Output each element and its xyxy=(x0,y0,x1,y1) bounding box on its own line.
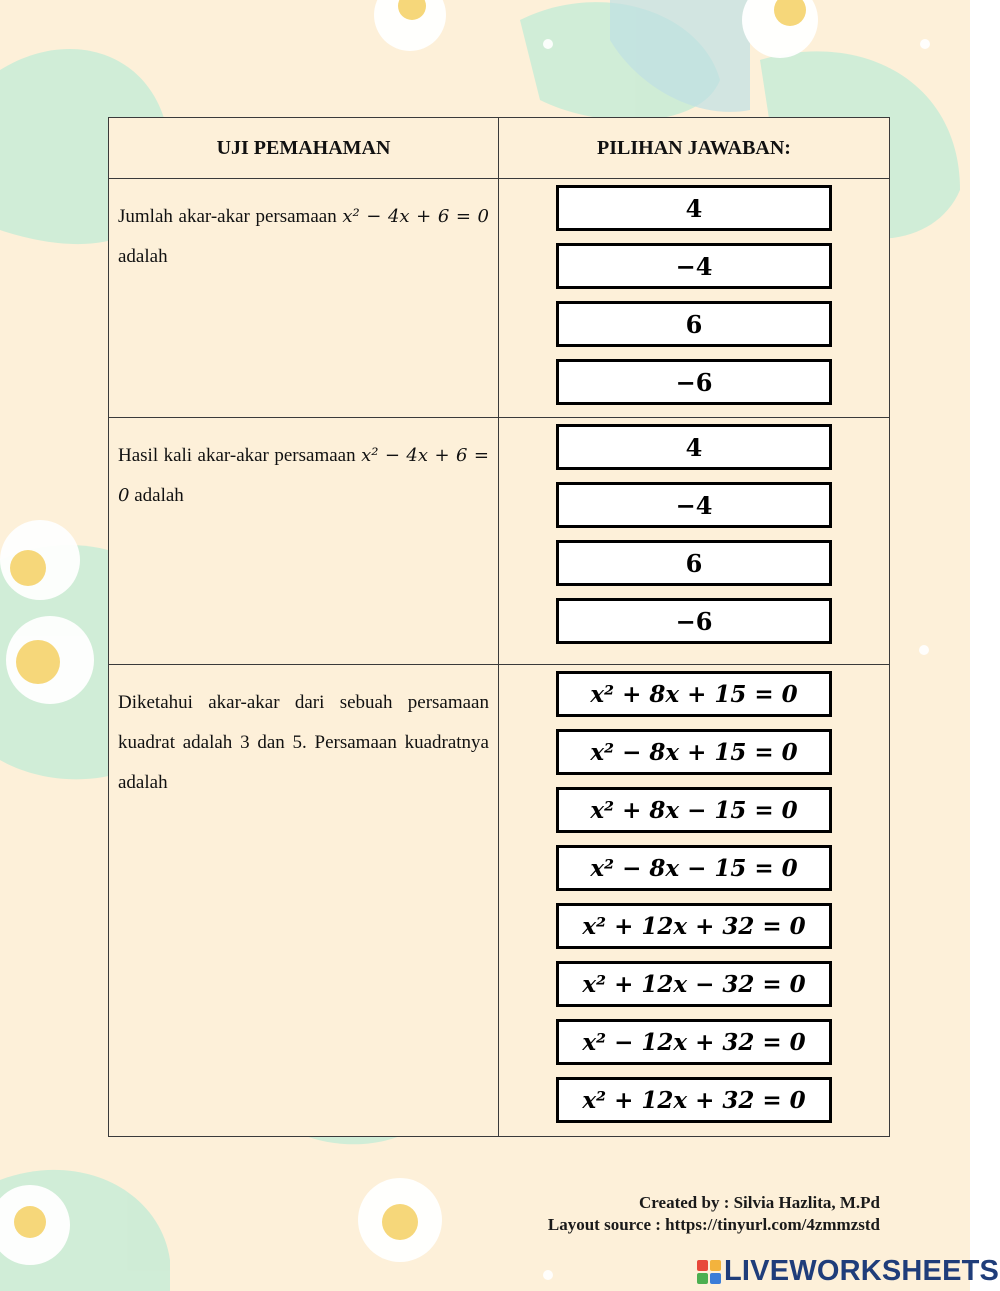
answer-option[interactable]: x² − 8x − 15 = 0 xyxy=(556,845,832,891)
answer-option[interactable]: 4 xyxy=(556,424,832,470)
liveworksheets-logo-icon xyxy=(697,1260,721,1284)
question-2-equation: x² − 4x + 6 = 0 xyxy=(118,445,489,506)
answer-cell-3 xyxy=(499,665,890,1137)
answer-option[interactable]: −4 xyxy=(556,243,832,289)
question-cell-2 xyxy=(109,418,499,665)
question-cell-3 xyxy=(109,665,499,1137)
liveworksheets-logo[interactable] xyxy=(697,1255,999,1288)
answer-option[interactable]: −4 xyxy=(556,482,832,528)
question-row-1 xyxy=(109,179,890,418)
question-text-3: Diketahui akar-akar dari sebuah persamaan kuadrat adalah 3 dan 5. Persamaan kuadratnya adalah xyxy=(118,692,489,793)
question-text-2 xyxy=(109,418,498,516)
answer-cell-2 xyxy=(499,418,890,665)
quiz-table xyxy=(108,117,890,1137)
answer-cell-1 xyxy=(499,179,890,418)
question-row-3 xyxy=(109,665,890,1137)
liveworksheets-logo-text: LIVEWORKSHEETS xyxy=(724,1255,1000,1287)
answer-option[interactable]: x² − 12x + 32 = 0 xyxy=(556,1019,832,1065)
question-1-text-b: adalah xyxy=(118,246,168,267)
answer-option[interactable]: x² + 8x + 15 = 0 xyxy=(556,671,832,717)
answer-option[interactable]: x² − 8x + 15 = 0 xyxy=(556,729,832,775)
header-answer-choices: PILIHAN JAWABAN: xyxy=(499,118,890,179)
layout-source: Layout source : https://tinyurl.com/4zmmzstd xyxy=(547,1215,880,1234)
answer-option[interactable]: x² + 8x − 15 = 0 xyxy=(556,787,832,833)
answer-option[interactable]: x² + 12x − 32 = 0 xyxy=(556,961,832,1007)
answer-option[interactable]: 6 xyxy=(556,540,832,586)
question-1-text-a: Jumlah akar-akar persamaan xyxy=(118,206,343,227)
page-margin-strip xyxy=(970,0,1000,1291)
answer-option[interactable]: 4 xyxy=(556,185,832,231)
answer-option[interactable]: −6 xyxy=(556,598,832,644)
question-text-1 xyxy=(109,179,498,277)
answer-option[interactable]: −6 xyxy=(556,359,832,405)
question-1-equation: x² − 4x + 6 = 0 xyxy=(342,206,490,227)
table-header-row xyxy=(109,118,890,179)
question-2-text-a: Hasil kali akar-akar persamaan xyxy=(118,445,362,466)
answer-option[interactable]: x² + 12x + 32 = 0 xyxy=(556,1077,832,1123)
answer-option[interactable]: 6 xyxy=(556,301,832,347)
created-by: Created by : Silvia Hazlita, M.Pd xyxy=(639,1193,880,1212)
question-2-text-b: adalah xyxy=(129,485,184,506)
header-question: UJI PEMAHAMAN xyxy=(109,118,499,179)
question-cell-1 xyxy=(109,179,499,418)
answer-option[interactable]: x² + 12x + 32 = 0 xyxy=(556,903,832,949)
credits xyxy=(548,1192,880,1236)
question-row-2 xyxy=(109,418,890,665)
